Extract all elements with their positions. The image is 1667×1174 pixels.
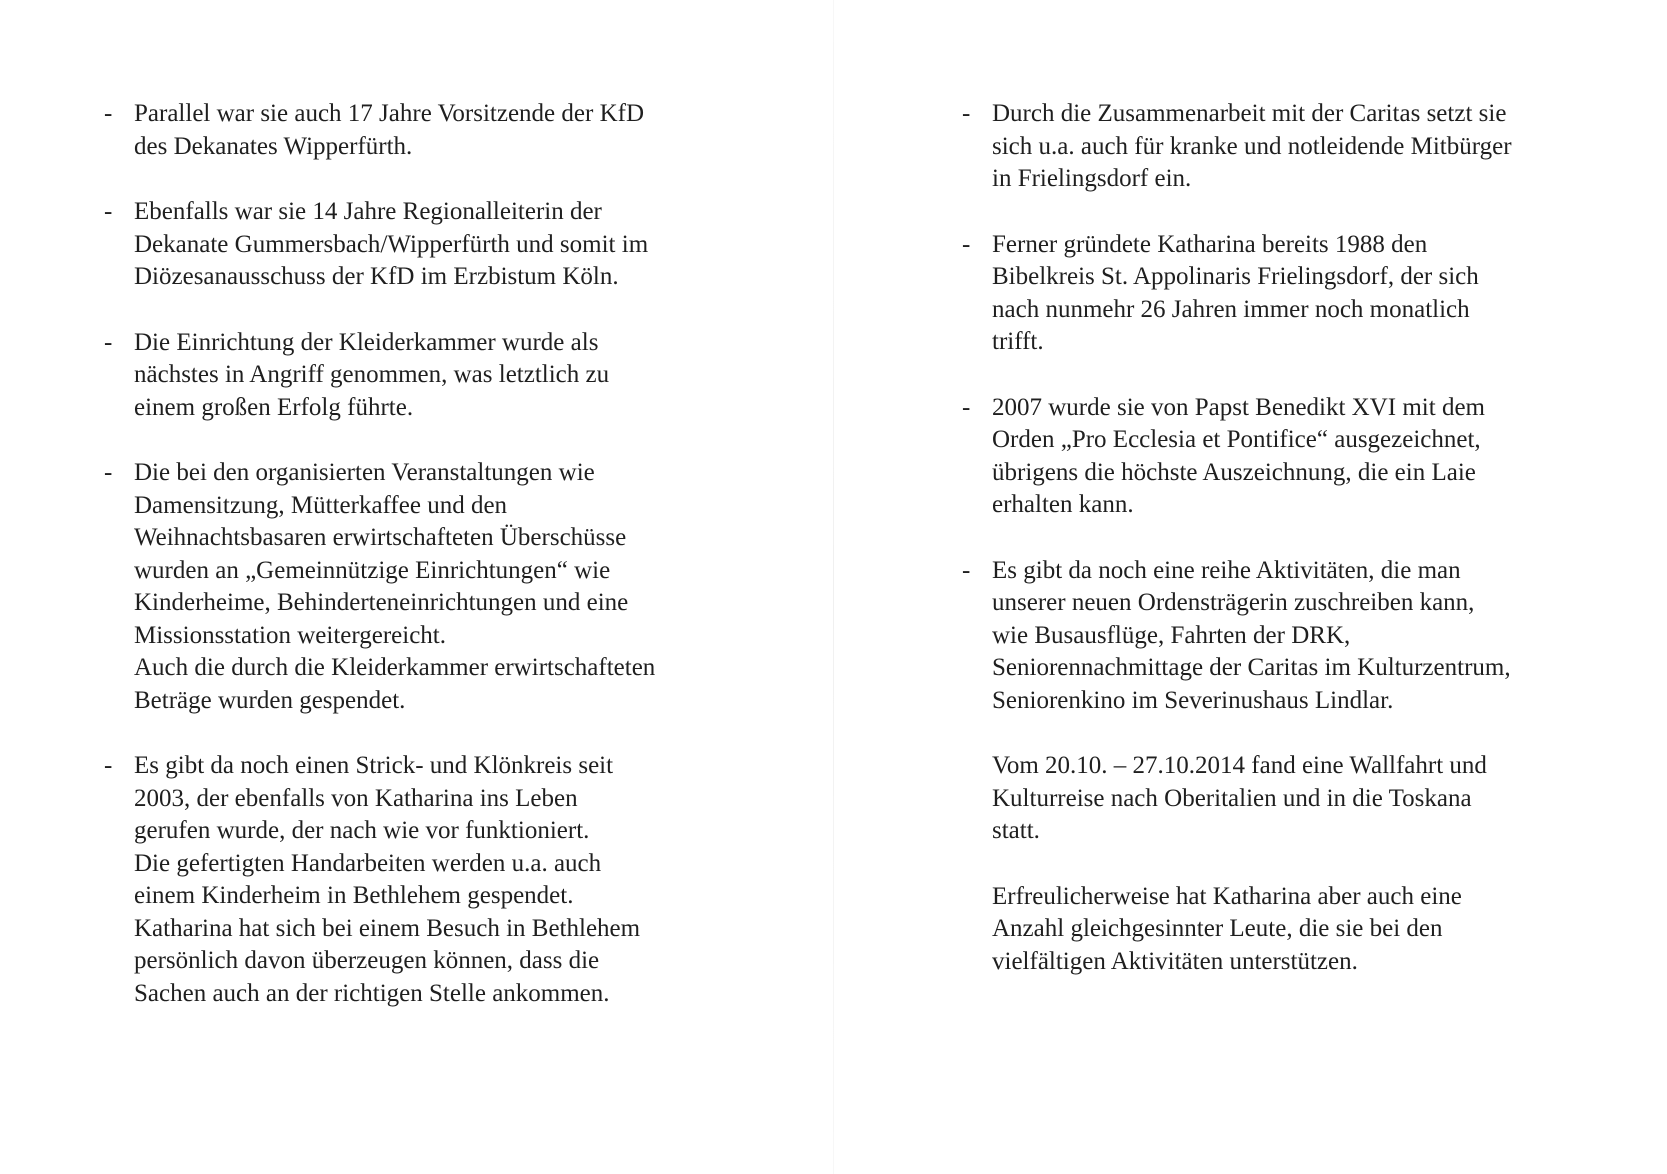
text-line: Damensitzung, Mütterkaffee und den (134, 491, 508, 519)
text-line: trifft. (992, 328, 1044, 355)
text-line: Katharina hat sich bei einem Besuch in Bethlehem (134, 914, 641, 942)
text-line: vielfältigen Aktivitäten unterstützen. (992, 947, 1358, 975)
text-line: 2007 wurde sie von Papst Benedikt XVI mit dem (992, 393, 1485, 421)
text-line: Seniorennachmittage der Caritas im Kulturzentrum, (992, 654, 1511, 681)
text-line: Die gefertigten Handarbeiten werden u.a. auch (134, 849, 602, 877)
list-dash: - (962, 100, 971, 127)
text-line: Ferner gründete Katharina bereits 1988 den (992, 230, 1428, 258)
list-dash: - (104, 459, 113, 486)
text-line: wie Busausflüge, Fahrten der DRK, (992, 621, 1351, 649)
text-line: wurden an „Gemeinnützige Einrichtungen“ wie (134, 556, 611, 584)
list-item (104, 327, 744, 425)
list-dash: - (962, 230, 971, 258)
text-line: Vom 20.10. – 27.10.2014 fand eine Wallfahrt und (992, 752, 1487, 779)
text-line: nach nunmehr 26 Jahren immer noch monatlich (992, 295, 1470, 323)
list-dash: - (104, 752, 113, 779)
list-item (104, 196, 744, 294)
text-line: erhalten kann. (992, 491, 1134, 518)
text-line: Die bei den organisierten Veranstaltungen wie (134, 459, 595, 486)
text-line: einem großen Erfolg führte. (134, 393, 414, 421)
text-line: unserer neuen Ordensträgerin zuschreiben kann, (992, 589, 1475, 616)
text-line: Missionsstation weitergereicht. (134, 621, 446, 649)
text-line: Ebenfalls war sie 14 Jahre Regionalleiterin der (134, 198, 602, 225)
paragraph (962, 750, 1602, 848)
text-line: übrigens die höchste Auszeichnung, die ein Laie (992, 458, 1476, 486)
text-line: einem Kinderheim in Bethlehem gespendet. (134, 882, 574, 909)
right-page (962, 98, 1602, 1011)
left-page (104, 98, 744, 1043)
text-line: Anzahl gleichgesinnter Leute, die sie bei den (992, 915, 1443, 942)
text-line: Orden „Pro Ecclesia et Pontifice“ ausgezeichnet, (992, 426, 1481, 453)
text-line: Bibelkreis St. Appolinaris Frielingsdorf, der sich (992, 263, 1479, 290)
text-line: Kinderheime, Behinderteneinrichtungen und eine (134, 589, 629, 616)
list-item (962, 98, 1602, 196)
list-item (962, 229, 1602, 359)
text-line: Dekanate Gummersbach/Wipperfürth und somit im (134, 230, 649, 258)
text-line: Beträge wurden gespendet. (134, 686, 406, 714)
text-line: Erfreulicherweise hat Katharina aber auch eine (992, 882, 1462, 910)
text-line: Kulturreise nach Oberitalien und in die Toskana (992, 784, 1472, 812)
text-line: Auch die durch die Kleiderkammer erwirtschafteten (134, 654, 656, 681)
list-dash: - (104, 198, 113, 225)
text-line: des Dekanates Wipperfürth. (134, 132, 413, 160)
list-dash: - (962, 556, 971, 584)
list-item (104, 457, 744, 717)
list-dash: - (962, 393, 971, 421)
text-line: Parallel war sie auch 17 Jahre Vorsitzende der KfD (134, 100, 645, 127)
list-item (962, 392, 1602, 522)
list-dash: - (104, 100, 113, 127)
text-line: Durch die Zusammenarbeit mit der Caritas setzt sie (992, 100, 1507, 127)
list-item (104, 750, 744, 1010)
list-dash: - (104, 328, 113, 356)
text-line: Seniorenkino im Severinushaus Lindlar. (992, 686, 1394, 714)
list-item (962, 555, 1602, 718)
text-line: Die Einrichtung der Kleiderkammer wurde als (134, 328, 599, 356)
text-line: Diözesanausschuss der KfD im Erzbistum Köln. (134, 263, 619, 290)
text-line: Weihnachtsbasaren erwirtschafteten Überschüsse (134, 524, 627, 551)
text-line: 2003, der ebenfalls von Katharina ins Leben (134, 784, 578, 812)
text-line: Es gibt da noch eine reihe Aktivitäten, die man (992, 556, 1461, 584)
list-item (104, 98, 744, 163)
text-line: statt. (992, 817, 1040, 844)
text-line: in Frielingsdorf ein. (992, 165, 1192, 192)
text-line: nächstes in Angriff genommen, was letztlich zu (134, 361, 610, 388)
text-line: gerufen wurde, der nach wie vor funktioniert. (134, 817, 590, 844)
page-fold (833, 0, 834, 1174)
text-line: Sachen auch an der richtigen Stelle ankommen. (134, 979, 610, 1007)
text-line: sich u.a. auch für kranke und notleidende Mitbürger (992, 132, 1512, 160)
text-line: persönlich davon überzeugen können, dass die (134, 947, 600, 974)
text-line: Es gibt da noch einen Strick- und Klönkreis seit (134, 752, 614, 779)
paragraph (962, 881, 1602, 979)
